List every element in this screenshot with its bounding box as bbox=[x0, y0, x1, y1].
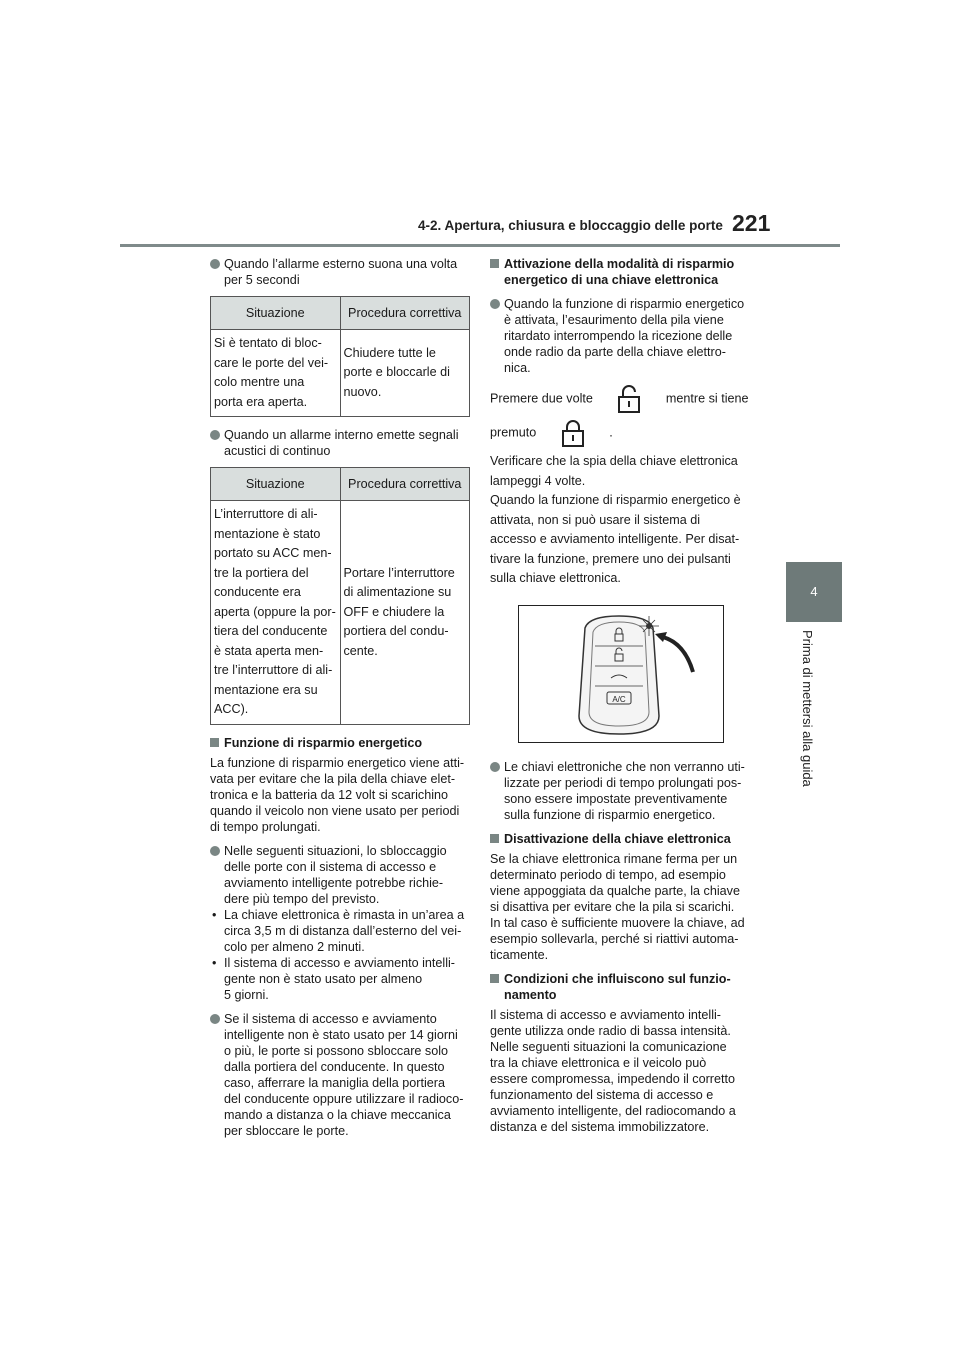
bullet-internal-alarm: Quando un allarme interno emette segnali acustici di continuo bbox=[210, 427, 472, 459]
list-item: • La chiave elettronica è rimasta in un’area a circa 3,5 m di distanza dall’esterno del vei- colo per almeno 2 minuti. bbox=[210, 907, 472, 955]
heading-conditions: Condizioni che influiscono sul funzio- namento bbox=[490, 971, 752, 1003]
paragraph-energy-saving: La funzione di risparmio energetico viene atti- vata per evitare che la pila della chiave elet- tronica e la batteria da 12 volt si scarichino quando il veicolo non viene usato per periodi di tempo prolungati. bbox=[210, 755, 465, 834]
instruction-text: mentre si tiene bbox=[665, 391, 749, 406]
key-button-label: A/C bbox=[612, 694, 626, 704]
paragraph-verify: Verificare che la spia della chiave elettronica lampeggi 4 volte. Quando la funzione di risparmio energetico è attivata, non si può usare il sistema di accesso e avviamento intelligente. Per disat- tivare la funzione, premere uno dei pulsanti sulla chiave elettronica. bbox=[490, 454, 741, 585]
bullet-unlock-delay: Nelle seguenti situazioni, lo sbloccaggio delle porte con il sistema di accesso e avviamento intelligente potrebbe richie- dere più tempo del previsto. bbox=[210, 843, 472, 907]
instruction-text: premuto bbox=[490, 425, 537, 440]
table-cell-procedure: Chiudere tutte le porte e bloccarle di nuovo. bbox=[340, 330, 470, 417]
table-header-procedure: Procedura correttiva bbox=[340, 297, 470, 330]
table-header-procedure: Procedura correttiva bbox=[340, 468, 470, 501]
table-cell-situation: Si è tentato di bloc- care le porte del vei- colo mentre una porta era aperta. bbox=[211, 330, 341, 417]
page-number: 221 bbox=[732, 210, 771, 236]
table-internal-alarm bbox=[210, 467, 470, 725]
header-rule bbox=[120, 244, 840, 247]
key-fob-icon bbox=[519, 606, 723, 742]
paragraph-deactivation: Se la chiave elettronica rimane ferma per un determinato periodo di tempo, ad esempio viene appoggiata da qualche parte, la chiave si disattiva per evitare che la pila si scarichi. In tal caso è sufficiente muovere la chiave, ad esempio sollevarla, perché si riattivi automa- ticamente. bbox=[490, 851, 745, 962]
left-column bbox=[210, 256, 472, 1147]
instruction-text: . bbox=[609, 425, 613, 440]
bullet-14-days: Se il sistema di accesso e avviamento intelligente non è stato usato per 14 giorni o più, le porte si possono sbloccare solo dalla portiera del conducente. In questo caso, afferrare la maniglia della portiera del conducente oppure utilizzare il radioco- mando a distanza o la chiave meccanica per sbloccare le porte. bbox=[210, 1011, 472, 1139]
instruction-line-2 bbox=[490, 418, 752, 448]
instruction-text: Premere due volte bbox=[490, 391, 593, 406]
lock-icon bbox=[558, 418, 588, 448]
right-column bbox=[490, 256, 752, 1143]
table-header-situation: Situazione bbox=[211, 468, 341, 501]
table-header-situation: Situazione bbox=[211, 297, 341, 330]
heading-energy-saving: Funzione di risparmio energetico bbox=[210, 735, 472, 751]
section-title: 4-2. Apertura, chiusura e bloccaggio delle porte bbox=[418, 218, 723, 233]
table-cell-situation: L’interruttore di ali- mentazione è stato portato su ACC men- tre la portiera del conducente era aperta (oppure la por- tiera del conducente è stata aperta men- tre l’interruttore di ali- mentazione era su ACC). bbox=[211, 501, 341, 725]
bullet-preset-saving: Le chiavi elettroniche che non verranno uti- lizzate per periodi di tempo prolungati pos- sono essere impostate preventivamente sulla funzione di risparmio energetico. bbox=[490, 759, 752, 823]
bullet-saving-activated: Quando la funzione di risparmio energetico è attivata, l’esaurimento della pila viene ritardato interrompendo la ricezione delle onde radio da parte della chiave elettro- nica. bbox=[490, 296, 752, 376]
bullet-external-alarm: Quando l’allarme esterno suona una volta per 5 secondi bbox=[210, 256, 472, 288]
paragraph-conditions: Il sistema di accesso e avviamento intelli- gente utilizza onde radio di bassa intensità. Nelle seguenti situazioni la comunicazione tra la chiave elettronica e il veicolo può essere compromessa, impedendo il corretto funzionamento del sistema di accesso e avviamento intelligente, del radiocomando a distanza e del sistema immobilizzatore. bbox=[490, 1007, 736, 1134]
table-cell-procedure: Portare l’interruttore di alimentazione su OFF e chiudere la portiera del condu- cente. bbox=[340, 501, 470, 725]
instruction-line-1 bbox=[490, 384, 752, 414]
heading-activate-saving: Attivazione della modalità di risparmio energetico di una chiave elettronica bbox=[490, 256, 752, 288]
unlock-icon bbox=[614, 384, 644, 414]
list-item: • Il sistema di accesso e avviamento intelli- gente non è stato usato per almeno 5 giorni. bbox=[210, 955, 472, 1003]
heading-deactivation: Disattivazione della chiave elettronica bbox=[490, 831, 752, 847]
table-external-alarm bbox=[210, 296, 470, 417]
chapter-title: Prima di mettersi alla guida bbox=[800, 630, 815, 787]
electronic-key-illustration bbox=[518, 605, 724, 743]
chapter-tab: 4 bbox=[786, 562, 842, 622]
